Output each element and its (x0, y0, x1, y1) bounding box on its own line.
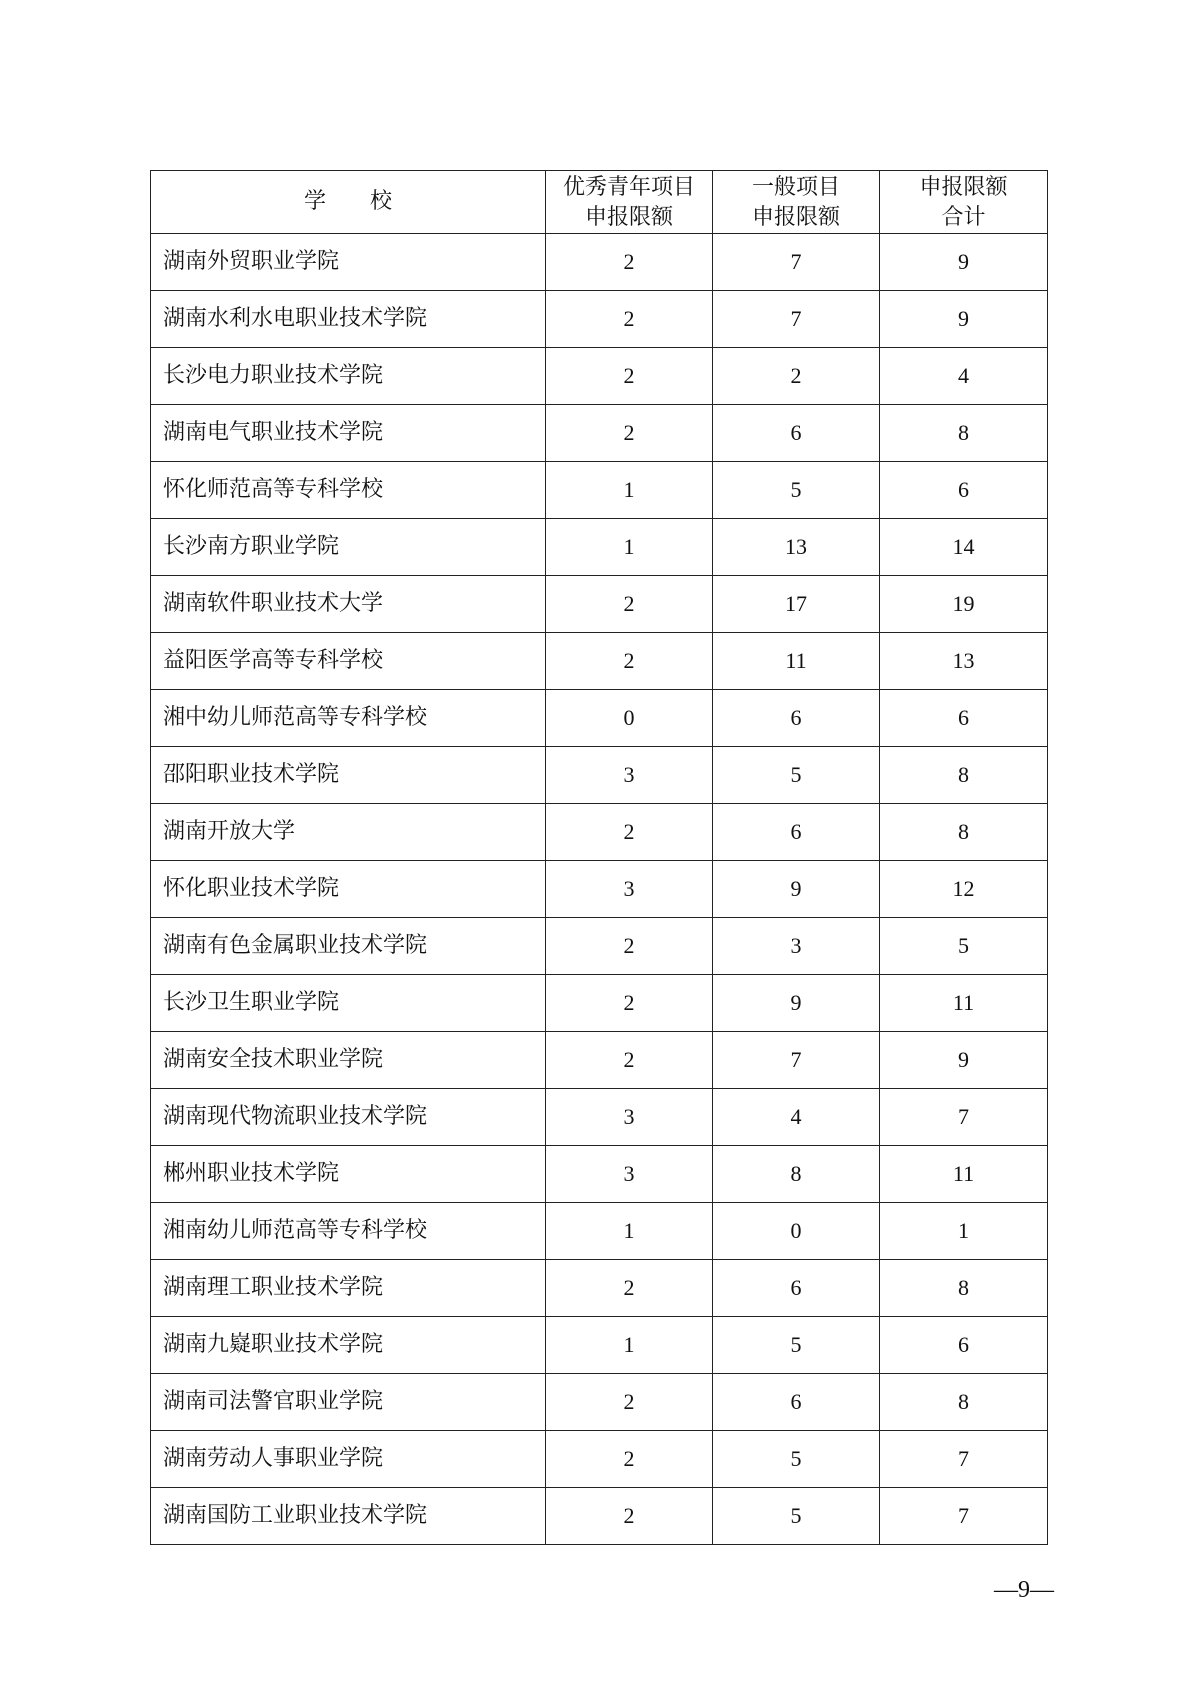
header-total-line2: 合计 (941, 205, 986, 230)
excellent-quota-cell: 1 (546, 1203, 713, 1260)
page-number: —9— (994, 1577, 1054, 1603)
school-name-cell: 怀化师范高等专科学校 (151, 462, 546, 519)
table-row (151, 1488, 1048, 1545)
header-excellent-youth-line2: 申报限额 (584, 205, 673, 230)
excellent-quota-cell: 3 (546, 861, 713, 918)
general-quota-cell: 6 (713, 804, 880, 861)
excellent-quota-cell: 1 (546, 1317, 713, 1374)
school-name-cell: 湘中幼儿师范高等专科学校 (151, 690, 546, 747)
total-quota-cell: 13 (880, 633, 1048, 690)
total-quota-cell: 11 (880, 1146, 1048, 1203)
general-quota-cell: 9 (713, 975, 880, 1032)
table-row (151, 291, 1048, 348)
school-name-cell: 湖南现代物流职业技术学院 (151, 1089, 546, 1146)
excellent-quota-cell: 1 (546, 519, 713, 576)
total-quota-cell: 7 (880, 1089, 1048, 1146)
excellent-quota-cell: 2 (546, 804, 713, 861)
total-quota-cell: 8 (880, 405, 1048, 462)
table-header-row (151, 171, 1048, 234)
general-quota-cell: 5 (713, 1431, 880, 1488)
school-name-cell: 湖南水利水电职业技术学院 (151, 291, 546, 348)
excellent-quota-cell: 3 (546, 1146, 713, 1203)
table-row (151, 405, 1048, 462)
table-row (151, 918, 1048, 975)
total-quota-cell: 8 (880, 1374, 1048, 1431)
table-row (151, 747, 1048, 804)
excellent-quota-cell: 1 (546, 462, 713, 519)
total-quota-cell: 7 (880, 1431, 1048, 1488)
general-quota-cell: 8 (713, 1146, 880, 1203)
excellent-quota-cell: 2 (546, 291, 713, 348)
general-quota-cell: 7 (713, 291, 880, 348)
table-row (151, 1032, 1048, 1089)
table-row (151, 234, 1048, 291)
total-quota-cell: 5 (880, 918, 1048, 975)
excellent-quota-cell: 3 (546, 747, 713, 804)
table-row (151, 1374, 1048, 1431)
excellent-quota-cell: 2 (546, 1260, 713, 1317)
school-name-cell: 湖南九嶷职业技术学院 (151, 1317, 546, 1374)
general-quota-cell: 4 (713, 1089, 880, 1146)
school-name-cell: 长沙卫生职业学院 (151, 975, 546, 1032)
general-quota-cell: 6 (713, 1260, 880, 1317)
total-quota-cell: 19 (880, 576, 1048, 633)
school-name-cell: 湖南司法警官职业学院 (151, 1374, 546, 1431)
excellent-quota-cell: 2 (546, 1032, 713, 1089)
school-name-cell: 益阳医学高等专科学校 (151, 633, 546, 690)
table-row (151, 975, 1048, 1032)
general-quota-cell: 6 (713, 405, 880, 462)
table-row (151, 690, 1048, 747)
general-quota-cell: 17 (713, 576, 880, 633)
excellent-quota-cell: 2 (546, 405, 713, 462)
school-name-cell: 湖南国防工业职业技术学院 (151, 1488, 546, 1545)
general-quota-cell: 7 (713, 1032, 880, 1089)
general-quota-cell: 9 (713, 861, 880, 918)
total-quota-cell: 9 (880, 1032, 1048, 1089)
table-row (151, 804, 1048, 861)
school-name-cell: 怀化职业技术学院 (151, 861, 546, 918)
table-row (151, 348, 1048, 405)
total-quota-cell: 8 (880, 804, 1048, 861)
table-row (151, 1317, 1048, 1374)
total-quota-cell: 7 (880, 1488, 1048, 1545)
school-name-cell: 湖南理工职业技术学院 (151, 1260, 546, 1317)
excellent-quota-cell: 2 (546, 348, 713, 405)
total-quota-cell: 6 (880, 462, 1048, 519)
school-name-cell: 湘南幼儿师范高等专科学校 (151, 1203, 546, 1260)
excellent-quota-cell: 2 (546, 1431, 713, 1488)
total-quota-cell: 1 (880, 1203, 1048, 1260)
total-quota-cell: 9 (880, 291, 1048, 348)
header-general-line1: 一般项目 (751, 175, 840, 200)
general-quota-cell: 3 (713, 918, 880, 975)
general-quota-cell: 13 (713, 519, 880, 576)
general-quota-cell: 0 (713, 1203, 880, 1260)
header-excellent-youth (546, 171, 713, 234)
header-general (713, 171, 880, 234)
general-quota-cell: 5 (713, 462, 880, 519)
school-name-cell: 郴州职业技术学院 (151, 1146, 546, 1203)
school-name-cell: 长沙电力职业技术学院 (151, 348, 546, 405)
total-quota-cell: 14 (880, 519, 1048, 576)
school-name-cell: 湖南劳动人事职业学院 (151, 1431, 546, 1488)
table-row (151, 861, 1048, 918)
general-quota-cell: 2 (713, 348, 880, 405)
header-general-line2: 申报限额 (751, 205, 840, 230)
excellent-quota-cell: 2 (546, 975, 713, 1032)
general-quota-cell: 7 (713, 234, 880, 291)
total-quota-cell: 8 (880, 1260, 1048, 1317)
table-row (151, 1146, 1048, 1203)
excellent-quota-cell: 2 (546, 1374, 713, 1431)
header-total-line1: 申报限额 (919, 175, 1008, 200)
excellent-quota-cell: 2 (546, 576, 713, 633)
total-quota-cell: 11 (880, 975, 1048, 1032)
school-name-cell: 湖南开放大学 (151, 804, 546, 861)
excellent-quota-cell: 2 (546, 918, 713, 975)
excellent-quota-cell: 0 (546, 690, 713, 747)
table-row (151, 462, 1048, 519)
general-quota-cell: 5 (713, 1488, 880, 1545)
school-name-cell: 湖南外贸职业学院 (151, 234, 546, 291)
total-quota-cell: 12 (880, 861, 1048, 918)
school-name-cell: 湖南有色金属职业技术学院 (151, 918, 546, 975)
header-excellent-youth-line1: 优秀青年项目 (562, 175, 695, 200)
table-row (151, 633, 1048, 690)
general-quota-cell: 5 (713, 747, 880, 804)
header-school-label: 学 校 (303, 189, 392, 214)
school-name-cell: 湖南软件职业技术大学 (151, 576, 546, 633)
table-body (151, 234, 1048, 1545)
general-quota-cell: 5 (713, 1317, 880, 1374)
table-row (151, 1089, 1048, 1146)
total-quota-cell: 6 (880, 1317, 1048, 1374)
table-row (151, 1431, 1048, 1488)
excellent-quota-cell: 2 (546, 633, 713, 690)
total-quota-cell: 8 (880, 747, 1048, 804)
table-row (151, 1260, 1048, 1317)
excellent-quota-cell: 3 (546, 1089, 713, 1146)
total-quota-cell: 9 (880, 234, 1048, 291)
school-name-cell: 邵阳职业技术学院 (151, 747, 546, 804)
table-row (151, 576, 1048, 633)
school-name-cell: 湖南电气职业技术学院 (151, 405, 546, 462)
school-name-cell: 湖南安全技术职业学院 (151, 1032, 546, 1089)
school-name-cell: 长沙南方职业学院 (151, 519, 546, 576)
quota-table (150, 170, 1048, 1545)
general-quota-cell: 6 (713, 690, 880, 747)
excellent-quota-cell: 2 (546, 234, 713, 291)
table-row (151, 1203, 1048, 1260)
header-school (151, 171, 546, 234)
header-total (880, 171, 1048, 234)
total-quota-cell: 6 (880, 690, 1048, 747)
table-row (151, 519, 1048, 576)
total-quota-cell: 4 (880, 348, 1048, 405)
excellent-quota-cell: 2 (546, 1488, 713, 1545)
general-quota-cell: 6 (713, 1374, 880, 1431)
general-quota-cell: 11 (713, 633, 880, 690)
